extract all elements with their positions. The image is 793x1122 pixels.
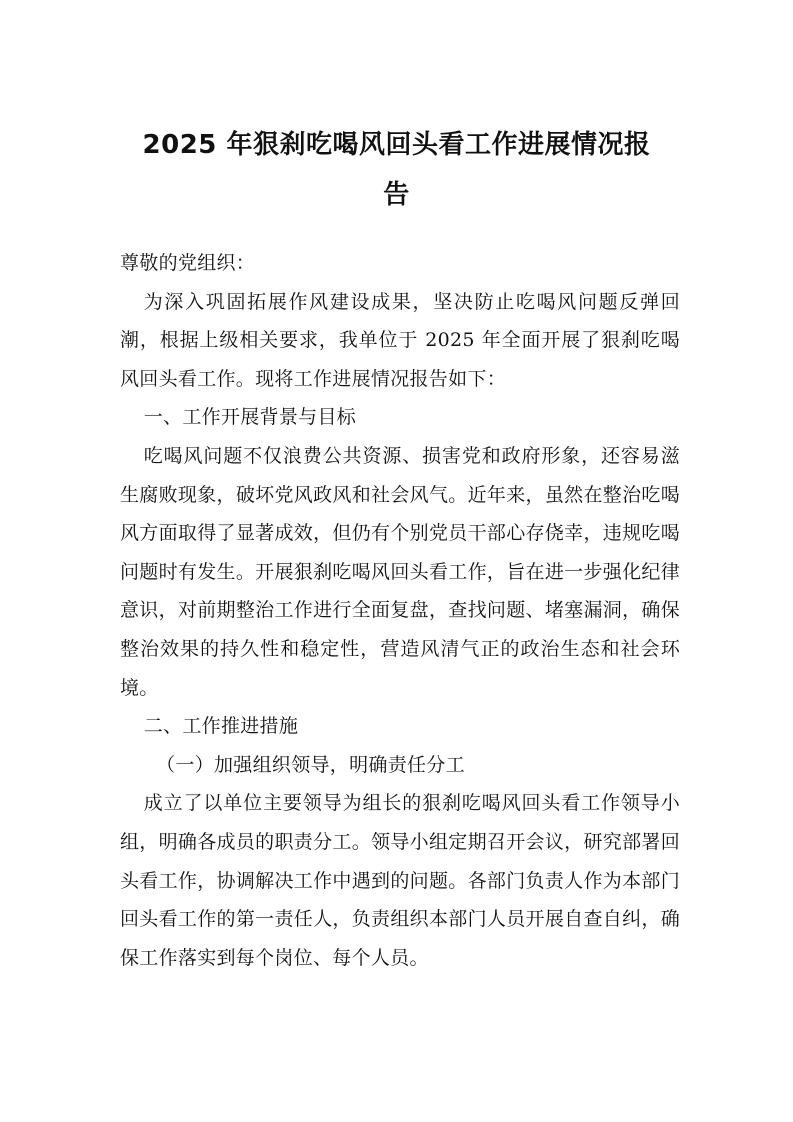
intro-paragraph: 为深入巩固拓展作风建设成果，坚决防止吃喝风问题反弹回潮，根据上级相关要求，我单位于 2025 年全面开展了狠刹吃喝风回头看工作。现将工作进展情况报告如下：	[120, 290, 680, 390]
document-body	[120, 244, 680, 977]
section-2-heading: 二、工作推进措施	[143, 715, 299, 738]
document-title-line-2: 告	[383, 180, 410, 210]
document-title-line-1: 2025 年狠刹吃喝风回头看工作进展情况报	[142, 130, 651, 160]
subsection-1-paragraph: 成立了以单位主要领导为组长的狠刹吃喝风回头看工作领导小组，明确各成员的职责分工。领导小组定期召开会议，研究部署回头看工作，协调解决工作中遇到的问题。各部门负责人作为本部门回头看工作的第一责任人，负责组织本部门人员开展自查自纠，确保工作落实到每个岗位、每个人员。	[120, 792, 680, 969]
salutation: 尊敬的党组织：	[120, 252, 256, 274]
section-1-paragraph: 吃喝风问题不仅浪费公共资源、损害党和政府形象，还容易滋生腐败现象，破坏党风政风和社会风气。近年来，虽然在整治吃喝风方面取得了显著成效，但仍有个别党员干部心存侥幸，违规吃喝问题时有发生。开展狠刹吃喝风回头看工作，旨在进一步强化纪律意识，对前期整治工作进行全面复盘，查找问题、堵塞漏洞，确保整治效果的持久性和稳定性，营造风清气正的政治生态和社会环境。	[120, 444, 680, 699]
section-1-heading: 一、工作开展背景与目标	[143, 406, 357, 429]
subsection-1-heading: （一）加强组织领导，明确责任分工	[156, 753, 465, 776]
